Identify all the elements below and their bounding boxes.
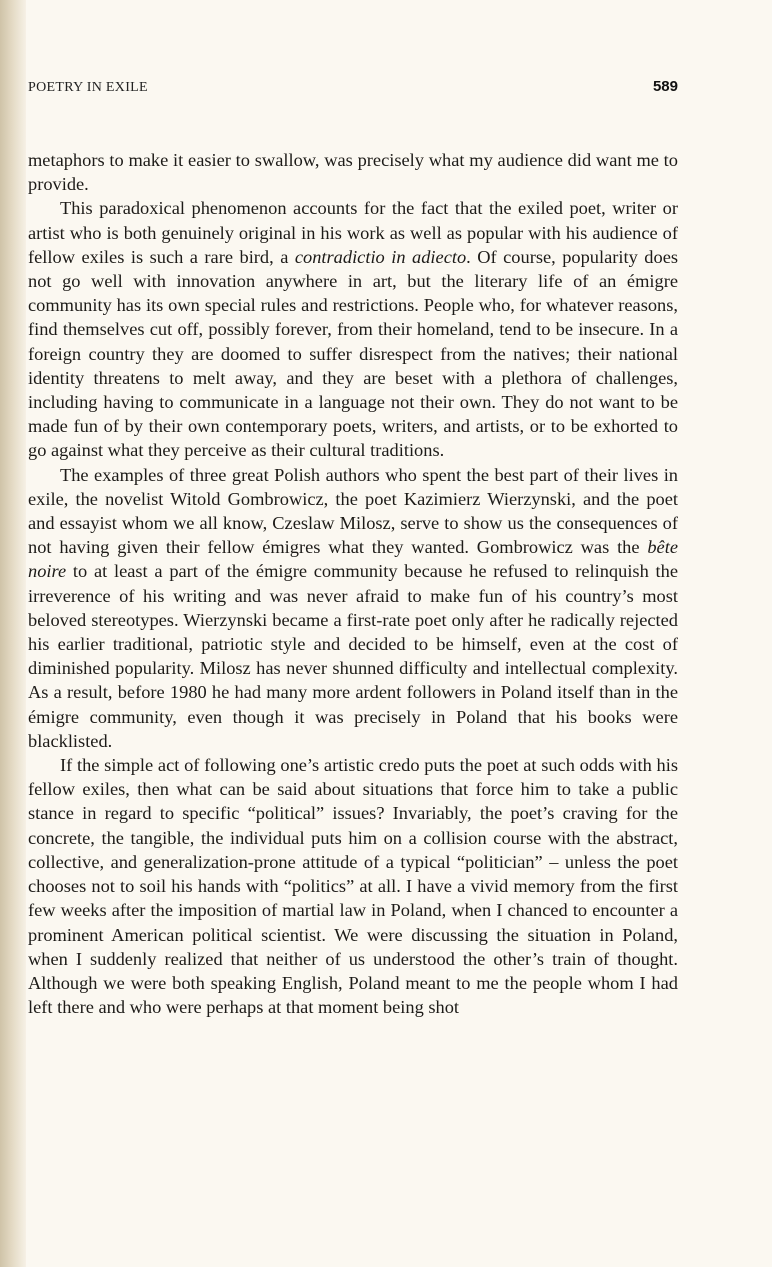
paragraph-2-text-a: This paradoxical phenomenon accounts for the fact that the exiled poet, writer or artist who is both genuinely original in his work as well as popular with his audience of fellow exiles is such a rare bird, a <box>28 198 678 267</box>
paragraph-3 <box>28 463 678 753</box>
paragraph-3-italic: bête noire <box>28 537 678 582</box>
paragraph-2-italic: contradictio in adiecto <box>294 246 467 267</box>
paragraph-4 <box>28 753 678 1019</box>
page-number: 589 <box>652 78 678 95</box>
paragraph-2-text-b: . Of course, popularity does not go well with innovation anywhere in art, but the literary life of an émigre community has its own special rules and restrictions. People who, for whatever reasons, find themselves cut off, possibly forever, from their homeland, tend to be insecure. In a foreign country they are doomed to suffer disrespect from the natives; their national identity threatens to melt away, and they are beset with a plethora of challenges, including having to communicate in a language not their own. They do not want to be made fun of by their own contemporary poets, writers, and artists, or to be exhorted to go against what they perceive as their cultural traditions. <box>28 246 679 461</box>
paragraph-1 <box>28 148 678 196</box>
page-gutter-shadow <box>0 0 26 1267</box>
paragraph-3-text-b: to at least a part of the émigre community because he refused to relinquish the irreverence of his writing and was never afraid to make fun of his country’s most beloved stereotypes. Wierzynski became a first-rate poet only after he radically rejected his earlier traditional, patriotic style and decided to be himself, even at the cost of diminished popularity. Milosz has never shunned difficulty and intellectual complexity. As a result, before 1980 he had many more ardent followers in Poland itself than in the émigre community, even though it was precisely in Poland that his books were blacklisted. <box>28 561 678 751</box>
paragraph-2 <box>28 196 678 462</box>
running-title: POETRY IN EXILE <box>28 80 148 95</box>
paragraph-1-text: metaphors to make it easier to swallow, was precisely what my audience did want me to provide. <box>28 150 678 195</box>
paragraph-4-text: If the simple act of following one’s artistic credo puts the poet at such odds with his fellow exiles, then what can be said about situations that force him to take a public stance in regard to specific “political” issues? Invariably, the poet’s craving for the concrete, the tangible, the individual puts him on a collision course with the abstract, collective, and generalization-prone attitude of a typical “politician” – unless the poet chooses not to soil his hands with “politics” at all. I have a vivid memory from the first few weeks after the imposition of martial law in Poland, when I chanced to encounter a prominent American political scientist. We were discussing the situation in Poland, when I suddenly realized that neither of us understood the other’s train of thought. Although we were both speaking English, Poland meant to me the people whom I had left there and who were perhaps at that moment being shot <box>28 755 678 1018</box>
body-text <box>28 148 678 1019</box>
paragraph-3-text-a: The examples of three great Polish authors who spent the best part of their lives in exile, the novelist Witold Gombrowicz, the poet Kazimierz Wierzynski, and the poet and essayist whom we all know, Czeslaw Milosz, serve to show us the consequences of not having given their fellow émigres what they wanted. Gombrowicz was the <box>28 464 678 558</box>
running-header <box>28 78 678 96</box>
